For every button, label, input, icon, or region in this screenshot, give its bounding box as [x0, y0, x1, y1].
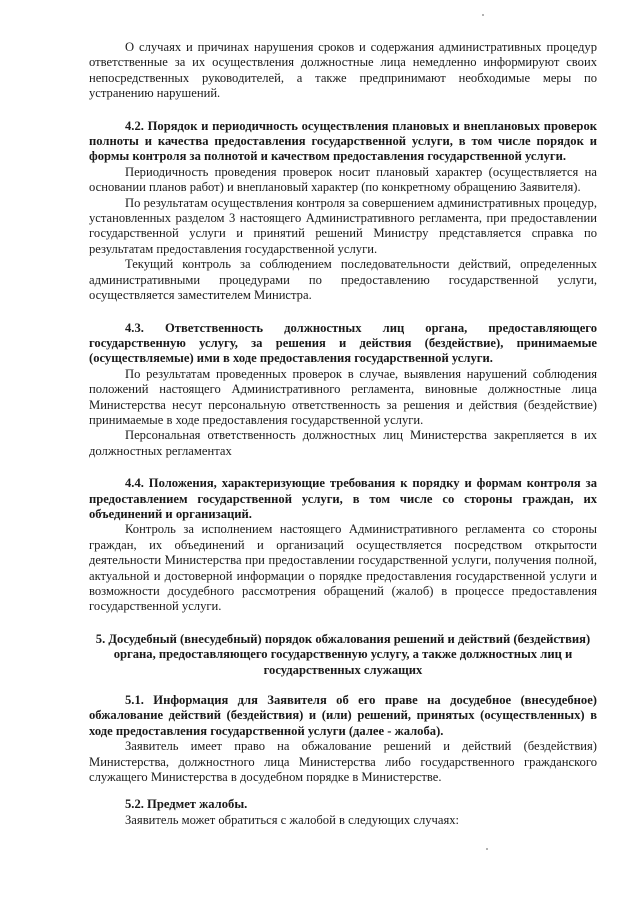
section-4-4-paragraph: Контроль за исполнением настоящего Административного регламента со стороны граждан, их объединений и организаций осуществляется посредством открытости деятельности Министерства при предоставлении государственной услуги, получения полной, актуальной и достоверной информации о порядке предоставления государственной услуги и возможности досудебного рассмотрения обращений (жалоб) в процессе предоставления государственной услуги. — [89, 522, 597, 614]
spacer — [89, 785, 597, 797]
section-5-1-paragraph: Заявитель имеет право на обжалование решений и действий (бездействия) Министерства, должностного лица Министерства либо государственного гражданского служащего Министерства в досудебном порядке в Министерстве. — [89, 739, 597, 785]
intro-paragraph: О случаях и причинах нарушения сроков и содержания административных процедур ответственные за их осуществления должностные лица немедленно информируют своих непосредственных руководителей, а также предпринимают необходимые меры по устранению нарушений. — [89, 40, 597, 101]
section-4-3-paragraph: По результатам проведенных проверок в случае, выявления нарушений соблюдения положений настоящего Административного регламента, виновные должностные лица Министерства несут персональную ответственность за решения и действия (бездействие) принимаемые в ходе предоставления государственной услуги. — [89, 366, 597, 427]
scan-speck — [482, 14, 484, 16]
scan-speck — [486, 848, 488, 850]
section-4-4-heading: 4.4. Положения, характеризующие требования к порядку и формам контроля за предоставлением государственной услуги, в том числе со стороны граждан, их объединений и организаций. — [89, 476, 597, 521]
spacer — [89, 459, 597, 476]
section-4-3-heading: 4.3. Ответственность должностных лиц органа, предоставляющего государственную услугу, за решения и действия (бездействие), принимаемые (осуществляемые) ими в ходе предоставления государственной услуги. — [89, 320, 597, 366]
spacer — [89, 615, 597, 632]
section-5-1-heading: 5.1. Информация для Заявителя об его праве на досудебное (внесудебное) обжалование действий (бездействия) и (или) решений, принятых (осуществленных) в ходе предоставления государственной услуги (далее - жалоба). — [89, 693, 597, 738]
document-page — [89, 40, 597, 828]
spacer — [89, 304, 597, 321]
section-4-2-heading: 4.2. Порядок и периодичность осуществления плановых и внеплановых проверок полноты и качества предоставления государственной услуги, в том числе порядок и формы контроля за полнотой и качеством предоставления государственной услуги. — [89, 118, 597, 164]
section-4-2-paragraph: По результатам осуществления контроля за совершением административных процедур, установленных разделом 3 настоящего Административного регламента, при предоставлении государственной услуги и принятий решений Министру представляется справка по результатам предоставления государственной услуги. — [89, 195, 597, 256]
section-5-2-heading: 5.2. Предмет жалобы. — [125, 797, 248, 812]
spacer — [89, 678, 597, 693]
section-4-3-paragraph: Персональная ответственность должностных лиц Министерства закрепляется в их должностных регламентах — [89, 428, 597, 458]
spacer — [89, 102, 597, 119]
section-4-2-paragraph: Текущий контроль за соблюдением последовательности действий, определенных административными процедурами по предоставлению государственной услуги, осуществляется заместителем Министра. — [89, 257, 597, 303]
section-5-heading: 5. Досудебный (внесудебный) порядок обжалования решений и действий (бездействия) органа, предоставляющего государственную услугу, а также должностных лиц и государственных служащих — [95, 631, 591, 677]
section-5-2-paragraph: Заявитель может обратиться с жалобой в следующих случаях: — [125, 812, 460, 827]
section-4-2-paragraph: Периодичность проведения проверок носит плановый характер (осуществляется на основании планов работ) и внеплановый характер (по конкретному обращению Заявителя). — [89, 164, 597, 195]
